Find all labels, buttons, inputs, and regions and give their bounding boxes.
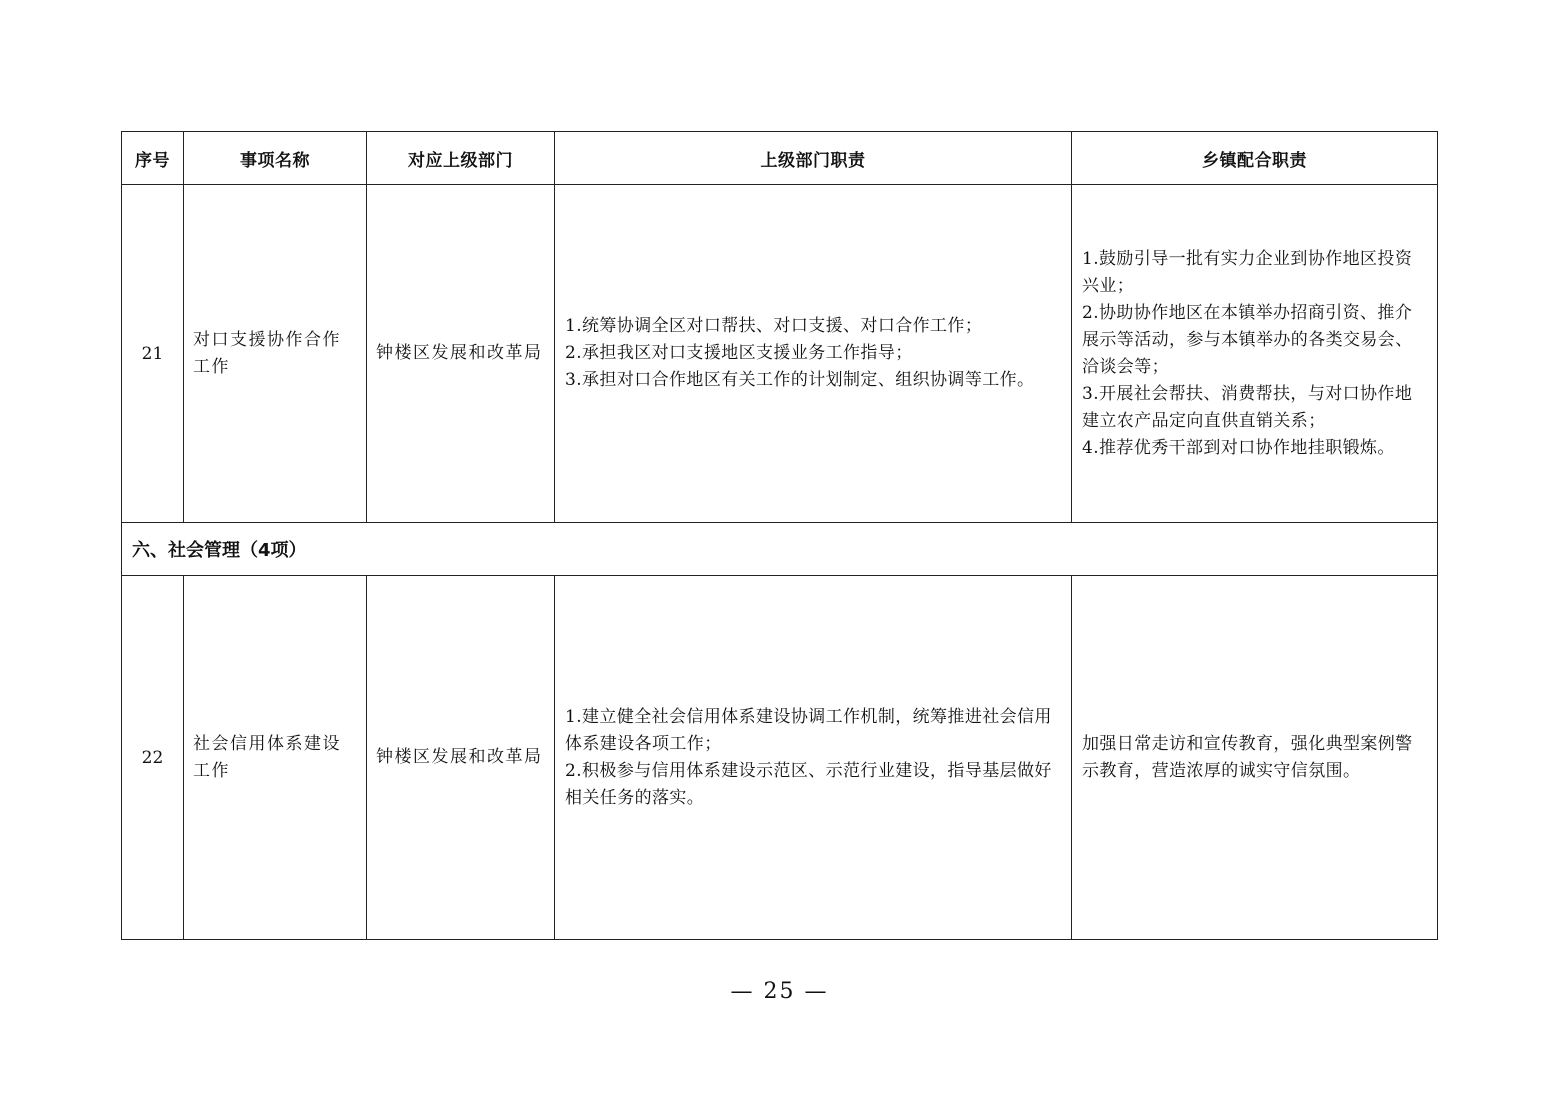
row-township-duties: [1072, 576, 1438, 940]
page-number: — 25 —: [730, 979, 829, 1004]
duty-line: 1.统筹协调全区对口帮扶、对口支援、对口合作工作；: [565, 316, 983, 336]
table-header-row: [122, 132, 1438, 185]
town-duty-line: 3.开展社会帮扶、消费帮扶，与对口协作地建立农产品定向直供直销关系；: [1082, 383, 1413, 431]
row-superior-department: 钟楼区发展和改革局: [367, 576, 555, 940]
duty-line: 3.承担对口合作地区有关工作的计划制定、组织协调等工作。: [565, 370, 1035, 390]
section-row: [122, 523, 1438, 576]
row-item-name: 社会信用体系建设工作: [184, 576, 367, 940]
town-duty-line: 2.协助协作地区在本镇举办招商引资、推介展示等活动，参与本镇举办的各类交易会、洽谈会等；: [1082, 302, 1413, 377]
duty-line: 1.建立健全社会信用体系建设协调工作机制，统筹推进社会信用体系建设各项工作；: [565, 706, 1052, 754]
row-item-name: 对口支援协作合作工作: [184, 185, 367, 523]
table-row: [122, 185, 1438, 523]
header-superior-department: 对应上级部门: [367, 132, 555, 185]
table-row: [122, 576, 1438, 940]
row-township-duties: [1072, 185, 1438, 523]
row-department-duties: [555, 576, 1072, 940]
header-township-duties: 乡镇配合职责: [1072, 132, 1438, 185]
header-serial-number: 序号: [122, 132, 184, 185]
duty-line: 2.承担我区对口支援地区支援业务工作指导；: [565, 343, 913, 363]
town-duty-line: 4.推荐优秀干部到对口协作地挂职锻炼。: [1082, 437, 1395, 458]
header-item-name: 事项名称: [184, 132, 367, 185]
town-duty-line: 1.鼓励引导一批有实力企业到协作地区投资兴业；: [1082, 248, 1413, 296]
row-superior-department: 钟楼区发展和改革局: [367, 185, 555, 523]
duty-line: 2.积极参与信用体系建设示范区、示范行业建设，指导基层做好相关任务的落实。: [565, 760, 1052, 808]
row-serial-number: 22: [122, 576, 184, 940]
row-department-duties: [555, 185, 1072, 523]
town-duty-line: 加强日常走访和宣传教育，强化典型案例警示教育，营造浓厚的诚实守信氛围。: [1082, 733, 1413, 781]
responsibility-table: [121, 131, 1438, 940]
section-heading: 六、社会管理（4项）: [122, 523, 1438, 576]
header-department-duties: 上级部门职责: [555, 132, 1072, 185]
row-serial-number: 21: [122, 185, 184, 523]
